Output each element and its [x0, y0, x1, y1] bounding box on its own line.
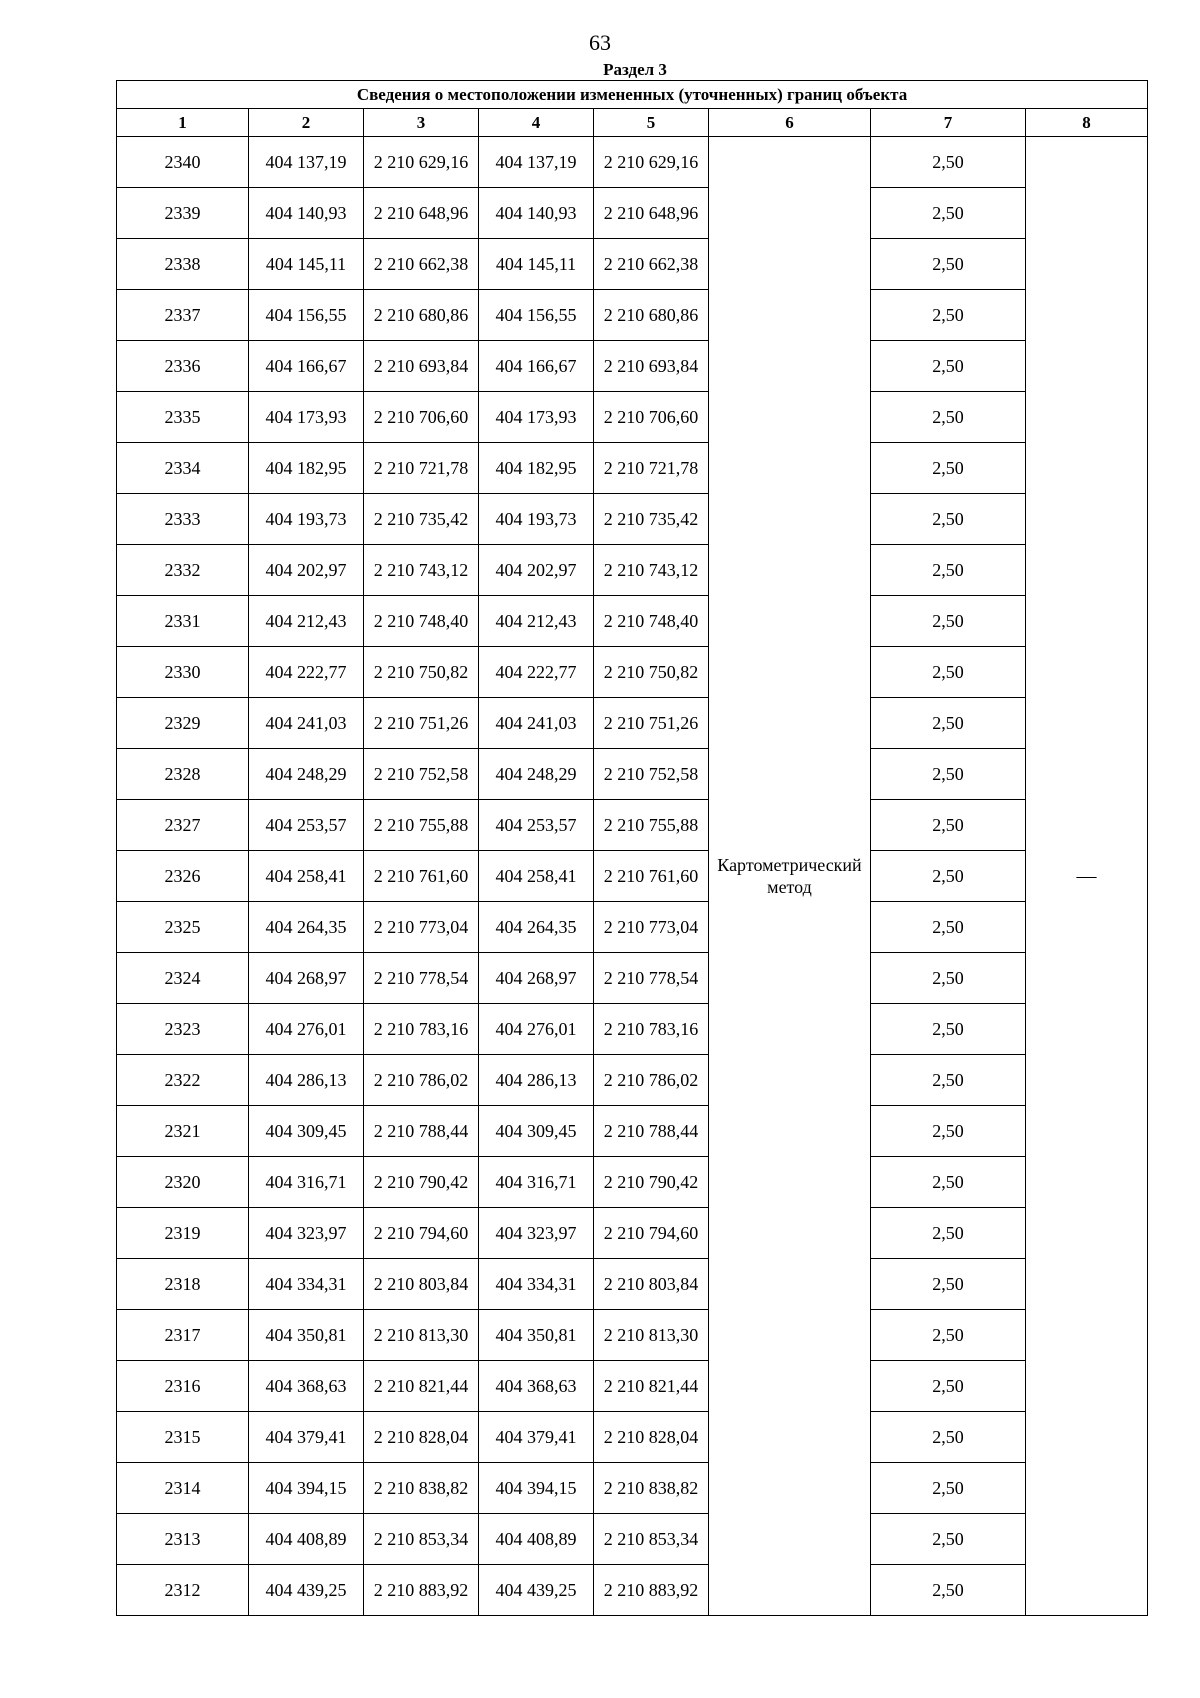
x-old-cell: 404 202,97 — [249, 545, 364, 596]
point-number-cell: 2315 — [117, 1412, 249, 1463]
accuracy-cell: 2,50 — [871, 1514, 1026, 1565]
empty-mark-cell: — — [1026, 137, 1148, 1616]
point-number-cell: 2340 — [117, 137, 249, 188]
x-old-cell: 404 253,57 — [249, 800, 364, 851]
point-number-cell: 2332 — [117, 545, 249, 596]
x-new-cell: 404 264,35 — [479, 902, 594, 953]
x-new-cell: 404 394,15 — [479, 1463, 594, 1514]
accuracy-cell: 2,50 — [871, 1565, 1026, 1616]
accuracy-cell: 2,50 — [871, 1463, 1026, 1514]
x-old-cell: 404 379,41 — [249, 1412, 364, 1463]
y-old-cell: 2 210 693,84 — [364, 341, 479, 392]
y-new-cell: 2 210 794,60 — [594, 1208, 709, 1259]
x-old-cell: 404 258,41 — [249, 851, 364, 902]
x-old-cell: 404 309,45 — [249, 1106, 364, 1157]
column-number-row — [117, 109, 1148, 137]
y-old-cell: 2 210 752,58 — [364, 749, 479, 800]
point-number-cell: 2337 — [117, 290, 249, 341]
accuracy-cell: 2,50 — [871, 392, 1026, 443]
x-old-cell: 404 140,93 — [249, 188, 364, 239]
table-row — [117, 443, 1148, 494]
y-old-cell: 2 210 743,12 — [364, 545, 479, 596]
x-new-cell: 404 253,57 — [479, 800, 594, 851]
x-new-cell: 404 202,97 — [479, 545, 594, 596]
accuracy-cell: 2,50 — [871, 239, 1026, 290]
table-row — [117, 1055, 1148, 1106]
y-new-cell: 2 210 755,88 — [594, 800, 709, 851]
y-old-cell: 2 210 786,02 — [364, 1055, 479, 1106]
x-new-cell: 404 166,67 — [479, 341, 594, 392]
x-new-cell: 404 258,41 — [479, 851, 594, 902]
table-caption: Сведения о местоположении измененных (уточненных) границ объекта — [117, 81, 1148, 109]
x-new-cell: 404 379,41 — [479, 1412, 594, 1463]
point-number-cell: 2335 — [117, 392, 249, 443]
table-row — [117, 953, 1148, 1004]
y-old-cell: 2 210 648,96 — [364, 188, 479, 239]
y-old-cell: 2 210 706,60 — [364, 392, 479, 443]
column-number: 7 — [871, 109, 1026, 137]
x-old-cell: 404 241,03 — [249, 698, 364, 749]
x-old-cell: 404 264,35 — [249, 902, 364, 953]
column-number: 5 — [594, 109, 709, 137]
x-old-cell: 404 145,11 — [249, 239, 364, 290]
accuracy-cell: 2,50 — [871, 902, 1026, 953]
y-old-cell: 2 210 821,44 — [364, 1361, 479, 1412]
column-number: 3 — [364, 109, 479, 137]
point-number-cell: 2339 — [117, 188, 249, 239]
table-row — [117, 596, 1148, 647]
point-number-cell: 2331 — [117, 596, 249, 647]
y-new-cell: 2 210 790,42 — [594, 1157, 709, 1208]
table-row — [117, 902, 1148, 953]
accuracy-cell: 2,50 — [871, 647, 1026, 698]
point-number-cell: 2318 — [117, 1259, 249, 1310]
accuracy-cell: 2,50 — [871, 596, 1026, 647]
y-new-cell: 2 210 821,44 — [594, 1361, 709, 1412]
x-old-cell: 404 286,13 — [249, 1055, 364, 1106]
point-number-cell: 2316 — [117, 1361, 249, 1412]
y-old-cell: 2 210 778,54 — [364, 953, 479, 1004]
y-old-cell: 2 210 629,16 — [364, 137, 479, 188]
point-number-cell: 2314 — [117, 1463, 249, 1514]
x-old-cell: 404 350,81 — [249, 1310, 364, 1361]
y-new-cell: 2 210 662,38 — [594, 239, 709, 290]
table-row — [117, 647, 1148, 698]
x-old-cell: 404 173,93 — [249, 392, 364, 443]
point-number-cell: 2322 — [117, 1055, 249, 1106]
x-old-cell: 404 368,63 — [249, 1361, 364, 1412]
accuracy-cell: 2,50 — [871, 1157, 1026, 1208]
x-old-cell: 404 248,29 — [249, 749, 364, 800]
point-number-cell: 2334 — [117, 443, 249, 494]
x-new-cell: 404 439,25 — [479, 1565, 594, 1616]
point-number-cell: 2328 — [117, 749, 249, 800]
column-number: 6 — [709, 109, 871, 137]
point-number-cell: 2317 — [117, 1310, 249, 1361]
x-new-cell: 404 140,93 — [479, 188, 594, 239]
y-old-cell: 2 210 735,42 — [364, 494, 479, 545]
x-old-cell: 404 212,43 — [249, 596, 364, 647]
x-new-cell: 404 408,89 — [479, 1514, 594, 1565]
x-old-cell: 404 222,77 — [249, 647, 364, 698]
accuracy-cell: 2,50 — [871, 443, 1026, 494]
accuracy-cell: 2,50 — [871, 494, 1026, 545]
table-row — [117, 851, 1148, 902]
table-row — [117, 1259, 1148, 1310]
x-old-cell: 404 276,01 — [249, 1004, 364, 1055]
y-new-cell: 2 210 721,78 — [594, 443, 709, 494]
accuracy-cell: 2,50 — [871, 545, 1026, 596]
y-old-cell: 2 210 662,38 — [364, 239, 479, 290]
x-old-cell: 404 137,19 — [249, 137, 364, 188]
y-new-cell: 2 210 629,16 — [594, 137, 709, 188]
table-row — [117, 188, 1148, 239]
y-new-cell: 2 210 735,42 — [594, 494, 709, 545]
y-new-cell: 2 210 680,86 — [594, 290, 709, 341]
x-new-cell: 404 193,73 — [479, 494, 594, 545]
section-title: Раздел 3 — [603, 60, 667, 79]
y-old-cell: 2 210 750,82 — [364, 647, 479, 698]
y-new-cell: 2 210 693,84 — [594, 341, 709, 392]
table-row — [117, 1565, 1148, 1616]
column-number: 1 — [117, 109, 249, 137]
column-number: 4 — [479, 109, 594, 137]
x-old-cell: 404 394,15 — [249, 1463, 364, 1514]
method-cell: Картометрический метод — [709, 137, 871, 1616]
x-new-cell: 404 309,45 — [479, 1106, 594, 1157]
y-old-cell: 2 210 828,04 — [364, 1412, 479, 1463]
accuracy-cell: 2,50 — [871, 1208, 1026, 1259]
y-new-cell: 2 210 853,34 — [594, 1514, 709, 1565]
x-old-cell: 404 439,25 — [249, 1565, 364, 1616]
y-new-cell: 2 210 778,54 — [594, 953, 709, 1004]
point-number-cell: 2336 — [117, 341, 249, 392]
point-number-cell: 2319 — [117, 1208, 249, 1259]
y-new-cell: 2 210 828,04 — [594, 1412, 709, 1463]
accuracy-cell: 2,50 — [871, 749, 1026, 800]
table-row — [117, 1310, 1148, 1361]
table-row — [117, 1004, 1148, 1055]
y-new-cell: 2 210 750,82 — [594, 647, 709, 698]
point-number-cell: 2330 — [117, 647, 249, 698]
y-old-cell: 2 210 803,84 — [364, 1259, 479, 1310]
x-new-cell: 404 368,63 — [479, 1361, 594, 1412]
y-old-cell: 2 210 853,34 — [364, 1514, 479, 1565]
x-new-cell: 404 145,11 — [479, 239, 594, 290]
accuracy-cell: 2,50 — [871, 1412, 1026, 1463]
y-new-cell: 2 210 761,60 — [594, 851, 709, 902]
y-old-cell: 2 210 755,88 — [364, 800, 479, 851]
page-number: 63 — [589, 30, 611, 55]
point-number-cell: 2329 — [117, 698, 249, 749]
x-old-cell: 404 268,97 — [249, 953, 364, 1004]
table-row — [117, 749, 1148, 800]
y-old-cell: 2 210 680,86 — [364, 290, 479, 341]
x-old-cell: 404 316,71 — [249, 1157, 364, 1208]
accuracy-cell: 2,50 — [871, 698, 1026, 749]
y-old-cell: 2 210 748,40 — [364, 596, 479, 647]
x-new-cell: 404 316,71 — [479, 1157, 594, 1208]
point-number-cell: 2333 — [117, 494, 249, 545]
x-new-cell: 404 222,77 — [479, 647, 594, 698]
y-new-cell: 2 210 648,96 — [594, 188, 709, 239]
accuracy-cell: 2,50 — [871, 953, 1026, 1004]
point-number-cell: 2312 — [117, 1565, 249, 1616]
x-new-cell: 404 350,81 — [479, 1310, 594, 1361]
x-new-cell: 404 323,97 — [479, 1208, 594, 1259]
table-row — [117, 1412, 1148, 1463]
table-row — [117, 494, 1148, 545]
y-new-cell: 2 210 786,02 — [594, 1055, 709, 1106]
y-old-cell: 2 210 794,60 — [364, 1208, 479, 1259]
x-old-cell: 404 156,55 — [249, 290, 364, 341]
y-new-cell: 2 210 748,40 — [594, 596, 709, 647]
x-new-cell: 404 182,95 — [479, 443, 594, 494]
x-new-cell: 404 173,93 — [479, 392, 594, 443]
table-row — [117, 137, 1148, 188]
boundary-table — [116, 80, 1148, 1616]
y-new-cell: 2 210 883,92 — [594, 1565, 709, 1616]
y-old-cell: 2 210 838,82 — [364, 1463, 479, 1514]
accuracy-cell: 2,50 — [871, 1004, 1026, 1055]
y-old-cell: 2 210 783,16 — [364, 1004, 479, 1055]
table-row — [117, 545, 1148, 596]
x-new-cell: 404 248,29 — [479, 749, 594, 800]
y-old-cell: 2 210 773,04 — [364, 902, 479, 953]
point-number-cell: 2313 — [117, 1514, 249, 1565]
x-old-cell: 404 334,31 — [249, 1259, 364, 1310]
y-new-cell: 2 210 751,26 — [594, 698, 709, 749]
table-row — [117, 392, 1148, 443]
x-old-cell: 404 323,97 — [249, 1208, 364, 1259]
table-row — [117, 800, 1148, 851]
table-row — [117, 1514, 1148, 1565]
y-old-cell: 2 210 883,92 — [364, 1565, 479, 1616]
y-old-cell: 2 210 751,26 — [364, 698, 479, 749]
y-new-cell: 2 210 743,12 — [594, 545, 709, 596]
y-old-cell: 2 210 790,42 — [364, 1157, 479, 1208]
point-number-cell: 2338 — [117, 239, 249, 290]
accuracy-cell: 2,50 — [871, 290, 1026, 341]
point-number-cell: 2320 — [117, 1157, 249, 1208]
x-new-cell: 404 241,03 — [479, 698, 594, 749]
accuracy-cell: 2,50 — [871, 341, 1026, 392]
y-old-cell: 2 210 721,78 — [364, 443, 479, 494]
table-row — [117, 698, 1148, 749]
y-new-cell: 2 210 803,84 — [594, 1259, 709, 1310]
table-row — [117, 1106, 1148, 1157]
y-new-cell: 2 210 773,04 — [594, 902, 709, 953]
point-number-cell: 2323 — [117, 1004, 249, 1055]
y-new-cell: 2 210 783,16 — [594, 1004, 709, 1055]
x-old-cell: 404 182,95 — [249, 443, 364, 494]
point-number-cell: 2324 — [117, 953, 249, 1004]
point-number-cell: 2326 — [117, 851, 249, 902]
accuracy-cell: 2,50 — [871, 851, 1026, 902]
accuracy-cell: 2,50 — [871, 800, 1026, 851]
point-number-cell: 2321 — [117, 1106, 249, 1157]
y-new-cell: 2 210 838,82 — [594, 1463, 709, 1514]
x-old-cell: 404 193,73 — [249, 494, 364, 545]
y-new-cell: 2 210 813,30 — [594, 1310, 709, 1361]
x-new-cell: 404 212,43 — [479, 596, 594, 647]
accuracy-cell: 2,50 — [871, 1259, 1026, 1310]
table-row — [117, 239, 1148, 290]
table-row — [117, 341, 1148, 392]
x-new-cell: 404 137,19 — [479, 137, 594, 188]
point-number-cell: 2325 — [117, 902, 249, 953]
y-old-cell: 2 210 788,44 — [364, 1106, 479, 1157]
accuracy-cell: 2,50 — [871, 1055, 1026, 1106]
accuracy-cell: 2,50 — [871, 1310, 1026, 1361]
y-new-cell: 2 210 788,44 — [594, 1106, 709, 1157]
table-row — [117, 1208, 1148, 1259]
table-body — [117, 137, 1148, 1616]
accuracy-cell: 2,50 — [871, 188, 1026, 239]
x-new-cell: 404 334,31 — [479, 1259, 594, 1310]
x-old-cell: 404 166,67 — [249, 341, 364, 392]
y-old-cell: 2 210 761,60 — [364, 851, 479, 902]
x-new-cell: 404 276,01 — [479, 1004, 594, 1055]
y-old-cell: 2 210 813,30 — [364, 1310, 479, 1361]
x-new-cell: 404 286,13 — [479, 1055, 594, 1106]
table-row — [117, 1361, 1148, 1412]
table-row — [117, 1463, 1148, 1514]
column-number: 2 — [249, 109, 364, 137]
y-new-cell: 2 210 706,60 — [594, 392, 709, 443]
x-new-cell: 404 156,55 — [479, 290, 594, 341]
table-row — [117, 290, 1148, 341]
table-row — [117, 1157, 1148, 1208]
column-number: 8 — [1026, 109, 1148, 137]
accuracy-cell: 2,50 — [871, 1106, 1026, 1157]
accuracy-cell: 2,50 — [871, 137, 1026, 188]
y-new-cell: 2 210 752,58 — [594, 749, 709, 800]
accuracy-cell: 2,50 — [871, 1361, 1026, 1412]
x-old-cell: 404 408,89 — [249, 1514, 364, 1565]
x-new-cell: 404 268,97 — [479, 953, 594, 1004]
point-number-cell: 2327 — [117, 800, 249, 851]
